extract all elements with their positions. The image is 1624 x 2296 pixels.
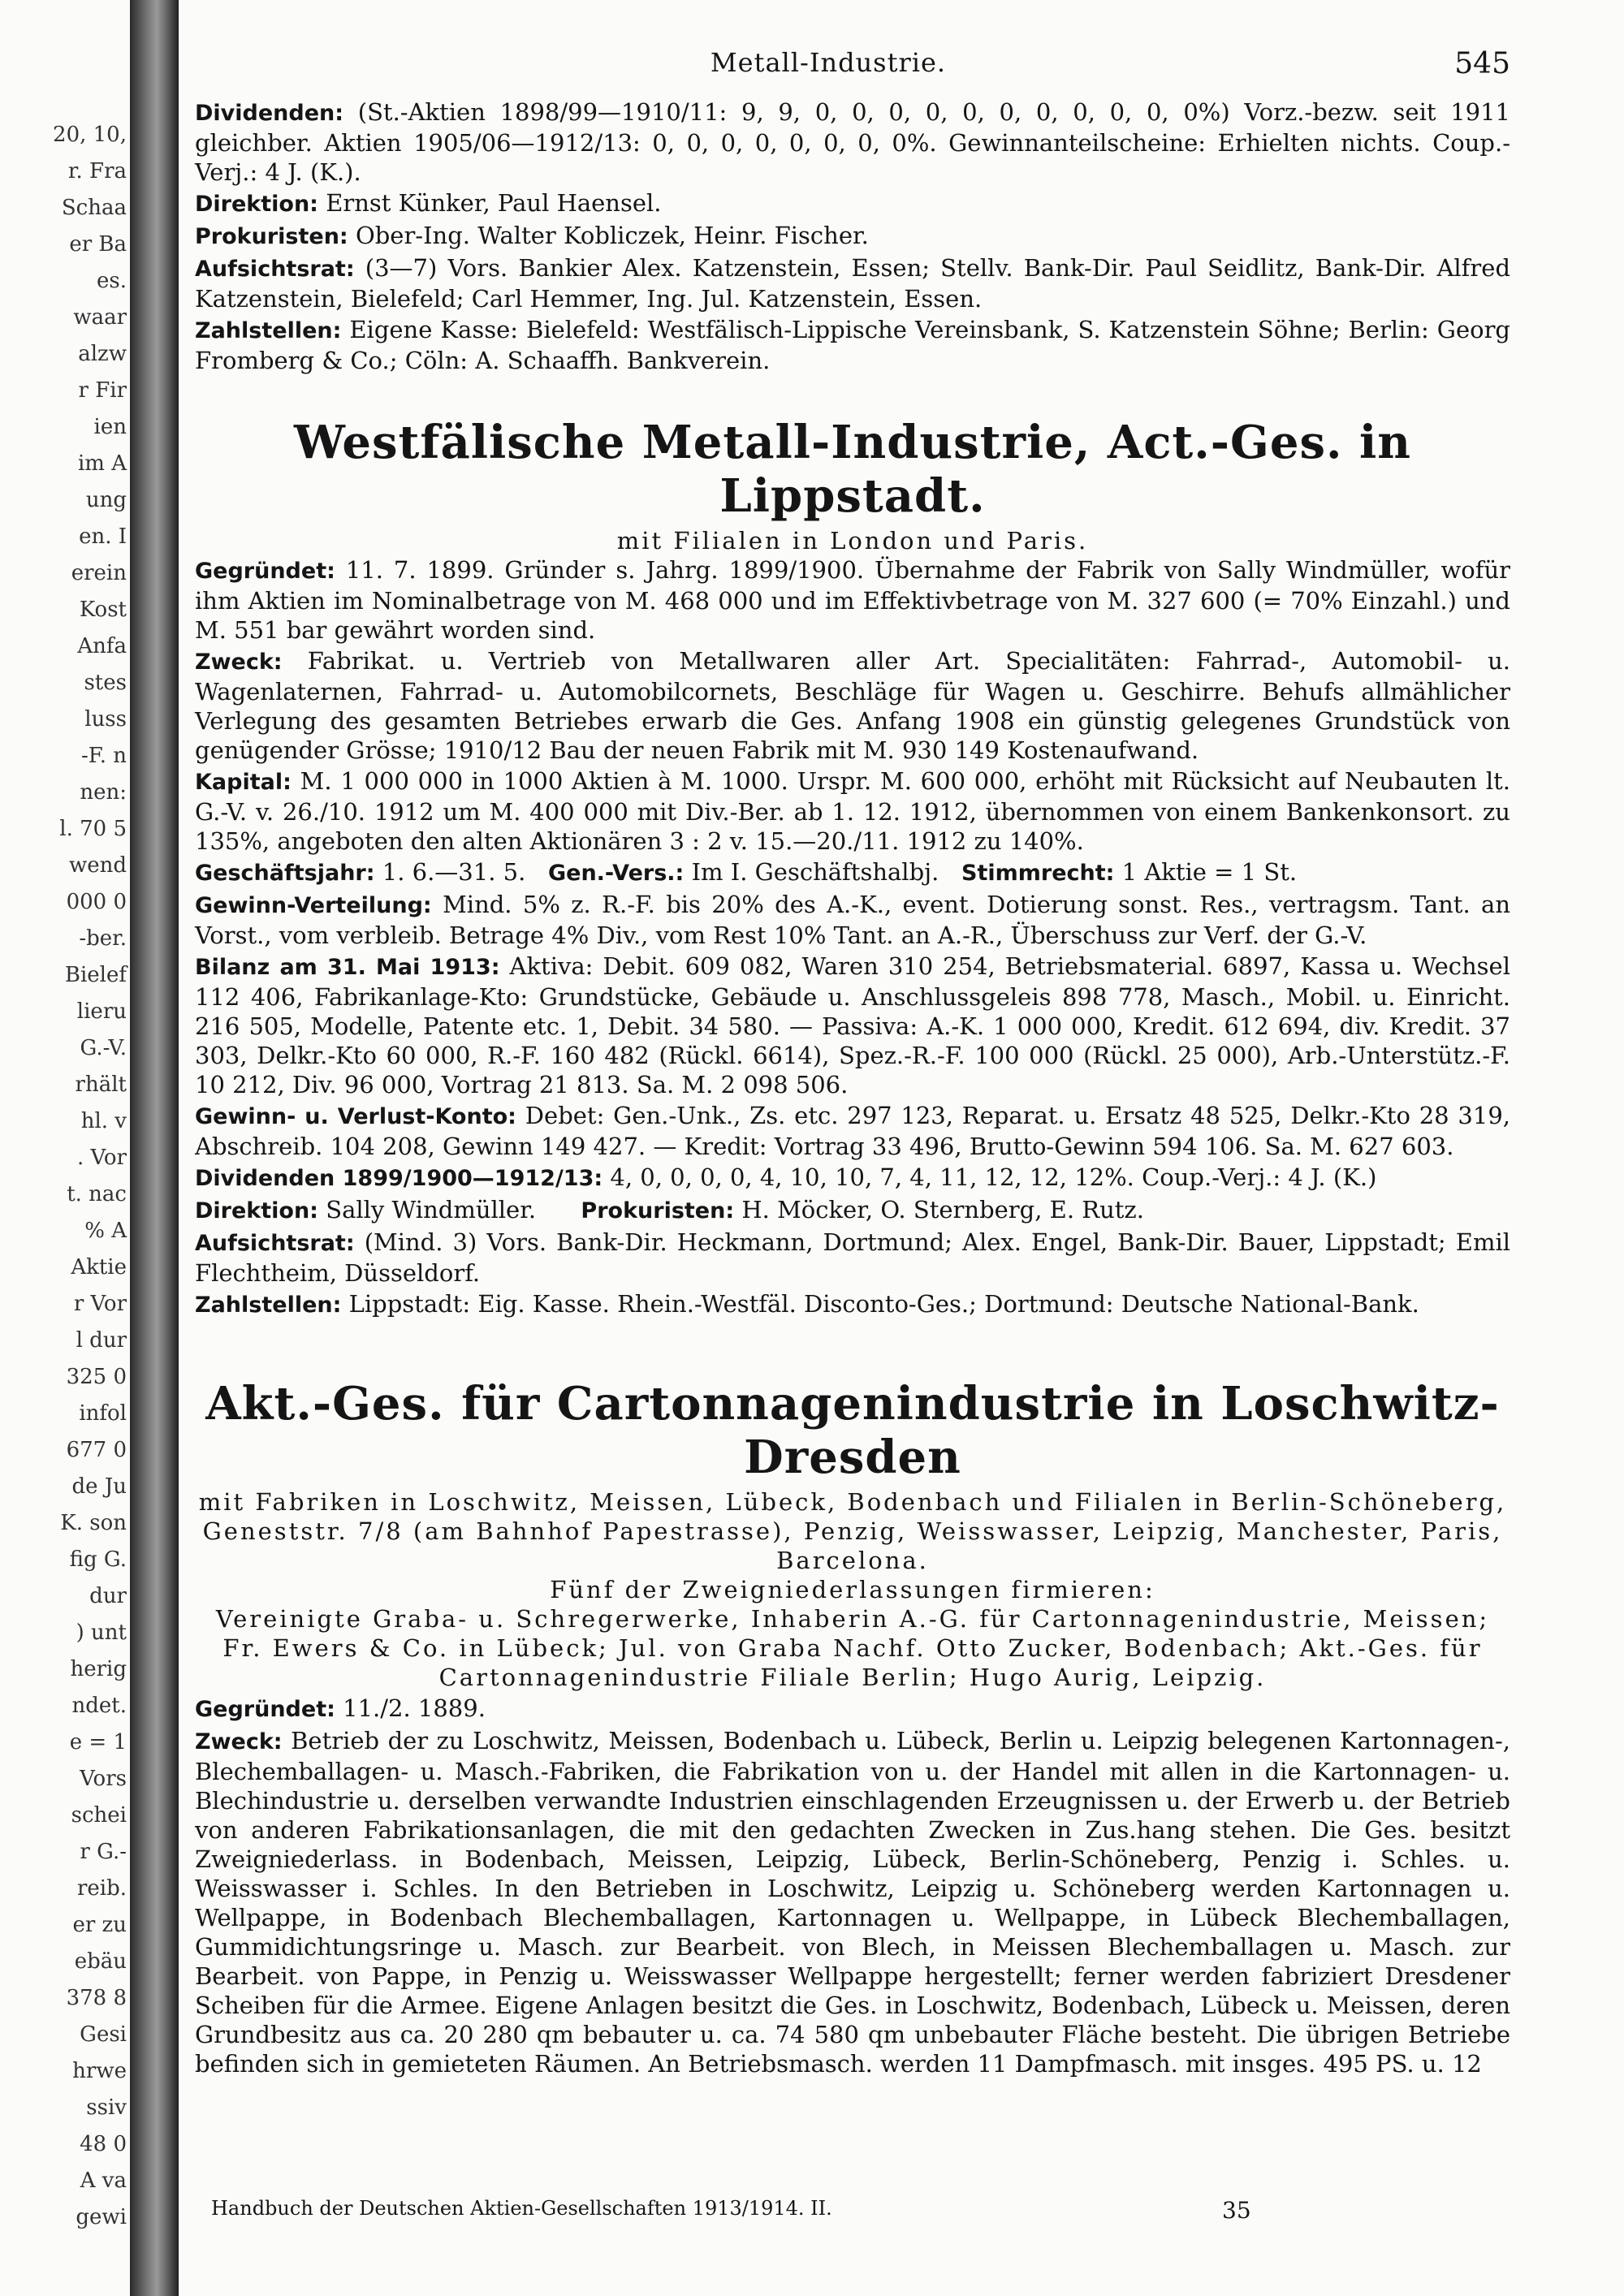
left-margin-fragment: ebäu: [74, 1949, 127, 1974]
text: (St.-Aktien 1898/99—1910/11: 9, 9, 0, 0, 0, 0, 0, 0, 0, 0, 0, 0, 0%) Vorz.-bezw. seit 1911 gleichber. Aktien 1905/06—1912/13: 0, 0, 0, 0, 0, 0, 0, 0%. Gewinnanteilscheine: Erhielten nichts. Coup.-Verj.: 4 J. (K.).: [195, 98, 1511, 186]
entry-kapital: [195, 766, 1510, 856]
left-margin-fragment: r. Fra: [67, 159, 127, 183]
left-margin-fragment: K. son: [60, 1511, 127, 1535]
prev-zahlstellen: [195, 315, 1510, 375]
text: Ernst Künker, Paul Haensel.: [326, 189, 662, 217]
left-margin-fragment: l dur: [76, 1328, 127, 1353]
entry-geschaeftsjahr: [195, 857, 1510, 888]
label: Gewinn-Verteilung:: [195, 893, 432, 918]
left-margin-fragment: de Ju: [71, 1474, 127, 1499]
company-title: Westfälische Metall-Industrie, Act.-Ges. in Lippstadt.: [294, 416, 1411, 523]
footer-imprint: Handbuch der Deutschen Aktien-Gesellschaften 1913/1914. II.: [211, 2197, 832, 2220]
entry-zahlstellen: [195, 1289, 1510, 1320]
entry-dividenden: [195, 1163, 1510, 1193]
left-margin-fragment: gewi: [76, 2205, 127, 2229]
signature-mark: 35: [1222, 2197, 1251, 2224]
left-margin-fragment: ien: [93, 415, 127, 439]
label: Gegründet:: [195, 559, 335, 584]
left-margin-fragment: -F. n: [80, 744, 127, 768]
entry-gegruendet: [195, 555, 1510, 645]
company-subtitle: mit Filialen in London und Paris.: [616, 527, 1089, 555]
left-margin-fragment: 48 0: [80, 2132, 127, 2156]
text: 1. 6.—31. 5.: [382, 858, 526, 886]
left-margin-fragment: erein: [71, 561, 127, 585]
label: Zahlstellen:: [195, 1293, 342, 1318]
left-margin-fragment: im A: [77, 451, 127, 476]
left-margin-fragment: 677 0: [66, 1438, 127, 1462]
text: (3—7) Vors. Bankier Alex. Katzenstein, Essen; Stellv. Bank-Dir. Paul Seidlitz, Bank-Dir. Alfred Katzenstein, Bielefeld; Carl Hemmer, Ing. Jul. Katzenstein, Essen.: [195, 254, 1511, 313]
left-margin-fragment: es.: [97, 269, 127, 293]
branches-text: Vereinigte Graba- u. Schregerwerke, Inhaberin A.-G. für Cartonnagenindustrie, Meissen; Fr. Ewers & Co. in Lübeck; Jul. von Graba Nachf. Otto Zucker, Bodenbach; Akt.-Ges. für Cartonnagenindustrie Filiale Berlin; Hugo Aurig, Leipzig.: [215, 1605, 1490, 1691]
left-margin-fragment: er Ba: [69, 232, 127, 257]
left-margin-fragment: 20, 10,: [53, 123, 127, 147]
entry-zweck: [195, 1726, 1510, 2078]
page-body: [195, 97, 1510, 2080]
left-margin-fragment: r G.-: [80, 1840, 127, 1864]
left-margin-fragment: Vors: [80, 1767, 127, 1791]
left-margin-fragment: stes: [84, 671, 127, 695]
left-margin-fragment: luss: [84, 707, 127, 732]
entry-guv: [195, 1101, 1510, 1161]
left-page-margin: [0, 0, 130, 2296]
entry-gewinn-verteilung: [195, 890, 1510, 950]
label: Aufsichtsrat:: [195, 1231, 355, 1256]
label: Dividenden:: [195, 101, 344, 126]
left-margin-fragment: ssiv: [86, 2095, 127, 2120]
text: 11./2. 1889.: [343, 1694, 486, 1722]
prev-aufsichtsrat: [195, 253, 1510, 313]
label: Stimmrecht:: [961, 861, 1115, 886]
text: Debet: Gen.-Unk., Zs. etc. 297 123, Reparat. u. Ersatz 48 525, Delkr.-Kto 28 319, Abschreib. 104 208, Gewinn 149 427. — Kredit: Vortrag 33 496, Brutto-Gewinn 594 106. Sa. M. 627 603.: [195, 1102, 1511, 1160]
label: Direktion:: [195, 1198, 318, 1224]
left-margin-fragment: -ber.: [79, 926, 127, 951]
left-margin-fragment: schei: [71, 1803, 127, 1828]
label: Gewinn- u. Verlust-Konto:: [195, 1104, 516, 1129]
text: Eigene Kasse: Bielefeld: Westfälisch-Lippische Vereinsbank, S. Katzenstein Söhne; Berlin: Georg Fromberg & Co.; Cöln: A. Schaaffh. Bankverein.: [195, 316, 1510, 374]
left-margin-fragment: Kost: [79, 598, 127, 622]
left-margin-fragment: ) unt: [76, 1621, 127, 1645]
left-margin-fragment: % A: [84, 1219, 127, 1243]
left-margin-fragment: 000 0: [66, 890, 127, 914]
label: Gegründet:: [195, 1697, 335, 1722]
text: 4, 0, 0, 0, 0, 4, 10, 10, 7, 4, 11, 12, 12, 12%. Coup.-Verj.: 4 J. (K.): [610, 1163, 1377, 1191]
prev-prokuristen: [195, 221, 1510, 252]
company-title: Akt.-Ges. für Cartonnagenindustrie in Loschwitz-Dresden: [205, 1377, 1500, 1484]
left-margin-fragment: fig G.: [69, 1547, 127, 1572]
label: Geschäftsjahr:: [195, 861, 375, 886]
left-margin-fragment: herig: [70, 1657, 127, 1681]
left-margin-fragment: infol: [79, 1401, 127, 1426]
left-margin-fragment: Gesi: [80, 2022, 127, 2047]
running-head: Metall-Industrie.: [710, 47, 947, 78]
left-margin-fragment: 325 0: [66, 1365, 127, 1389]
prev-dividenden: [195, 97, 1510, 187]
left-margin-fragment: A va: [80, 2169, 127, 2193]
entry-aufsichtsrat: [195, 1228, 1510, 1288]
entry-direktion: [195, 1195, 1510, 1226]
branches-heading: Fünf der Zweigniederlassungen firmieren:: [550, 1576, 1155, 1603]
text: Fabrikat. u. Vertrieb von Metallwaren aller Art. Specialitäten: Fahrrad-, Automobil- u. Wagenlaternen, Fahrrad- u. Automobilcornets, Beschläge für Wagen u. Geschirre. Behufs allmählicher Verlegung des gesamten Betriebes erwarb die Ges. Anfang 1908 ein günstig gelegenes Grundstück von genügender Grösse; 1910/12 Bau der neuen Fabrik mit M. 930 149 Kostenaufwand.: [195, 647, 1510, 764]
left-margin-fragment: rhält: [75, 1072, 127, 1097]
label: Zweck:: [195, 1729, 283, 1754]
left-margin-fragment: Schaa: [61, 196, 127, 220]
book-gutter: [130, 0, 179, 2296]
prev-direktion: [195, 188, 1510, 219]
left-margin-fragment: r Vor: [73, 1292, 127, 1316]
left-margin-fragment: Anfa: [77, 634, 127, 658]
left-margin-fragment: er zu: [72, 1913, 127, 1937]
left-margin-fragment: Bielef: [64, 963, 127, 987]
left-margin-fragment: dur: [89, 1584, 127, 1608]
left-margin-fragment: ndet.: [71, 1694, 127, 1718]
page-number: 545: [1454, 47, 1510, 80]
text: Betrieb der zu Loschwitz, Meissen, Bodenbach u. Lübeck, Berlin u. Leipzig belegenen Kartonnagen-, Blechemballagen- u. Masch.-Fabriken, die Fabrikation von u. der Handel mit allen in die Kartonnagen- u. Blechindustrie u. derselben verwandte Industrien einschlagenden Erzeugnissen u. der Erwerb u. der Betrieb von anderen Fabrikationsanlagen, die mit den gedachten Zwecken in Zus.hang stehen. Die Ges. besitzt Zweigniederlass. in Bodenbach, Meissen, Leipzig, Lübeck, Berlin-Schöneberg, Penzig i. Schles. u. Weisswasser i. Schles. In den Betrieben in Loschwitz, Leipzig u. Schöneberg werden Kartonnagen u. Wellpappe, in Bodenbach Blechemballagen, Kartonnagen u. Wellpappe, in Lübeck Blechemballagen, Gummidichtungsringe u. Masch. zur Bearbeit. von Blech, in Meissen Blechemballagen u. Masch. zur Bearbeit. von Pappe, in Penzig u. Weisswasser Wellpappe hergestellt; ferner werden fabriziert Dresdener Scheiben für die Armee. Eigene Anlagen besitzt die Ges. in Loschwitz, Bodenbach, Lübeck u. Meissen, deren Grundbesitz aus ca. 20 280 qm bebauter u. ca. 74 580 qm unbebauter Fläche besteht. Die übrigen Betriebe befinden sich in gemieteten Räumen. An Betriebsmasch. werden 11 Dampfmasch. mit insges. 495 PS. u. 12: [195, 1727, 1510, 2078]
left-margin-fragment: l. 70 5: [59, 817, 127, 841]
label: Direktion:: [195, 192, 318, 217]
left-margin-fragment: lieru: [76, 999, 127, 1024]
text: Mind. 5% z. R.-F. bis 20% des A.-K., event. Dotierung sonst. Res., vertragsm. Tant. an Vorst., vom verbleib. Betrage 4% Div., vom Rest 10% Tant. an A.-R., Überschuss zur Verf. der G.-V.: [195, 891, 1511, 949]
entry-gegruendet: [195, 1694, 1510, 1724]
label: Prokuristen:: [581, 1198, 735, 1224]
text: 11. 7. 1899. Gründer s. Jahrg. 1899/1900. Übernahme der Fabrik von Sally Windmüller, wofür ihm Aktien im Nominalbetrage von M. 468 000 und im Effektivbetrage von M. 327 600 (= 70% Einzahl.) und M. 551 bar gewährt worden sind.: [195, 556, 1510, 644]
left-margin-fragment: nen:: [80, 780, 127, 805]
text: Lippstadt: Eig. Kasse. Rhein.-Westfäl. Disconto-Ges.; Dortmund: Deutsche National-Bank.: [348, 1290, 1419, 1318]
left-margin-fragment: e = 1: [69, 1730, 127, 1754]
text: Im I. Geschäftshalbj.: [691, 858, 939, 886]
label: Gen.-Vers.:: [547, 861, 685, 886]
left-margin-fragment: t. nac: [67, 1182, 127, 1206]
label: Kapital:: [195, 770, 292, 795]
left-margin-fragment: 378 8: [66, 1986, 127, 2010]
text: Ober-Ing. Walter Kobliczek, Heinr. Fischer.: [355, 222, 869, 249]
left-margin-fragment: wend: [68, 853, 127, 878]
left-margin-fragment: waar: [73, 305, 127, 330]
text: Aktiva: Debit. 609 082, Waren 310 254, Betriebsmaterial. 6897, Kassa u. Wechsel 112 406, Fabrikanlage-Kto: Grundstücke, Gebäude u. Anschlussgeleis 898 778, Masch., Mobil. u. Einricht. 216 505, Modelle, Patente etc. 1, Debit. 34 580. — Passiva: A.-K. 1 000 000, Kredit. 612 694, div. Kredit. 37 303, Delkr.-Kto 60 000, R.-F. 160 482 (Rückl. 6614), Spez.-R.-F. 100 000 (Rückl. 25 000), Arb.-Unterstütz.-F. 10 212, Div. 96 000, Vortrag 21 813. Sa. M. 2 098 506.: [195, 952, 1510, 1098]
label: Dividenden 1899/1900—1912/13:: [195, 1166, 603, 1191]
label: Aufsichtsrat:: [195, 257, 355, 282]
left-margin-fragment: . Vor: [76, 1146, 127, 1170]
entry-bilanz: [195, 952, 1510, 1099]
company-subtitle: mit Fabriken in Loschwitz, Meissen, Lübeck, Bodenbach und Filialen in Berlin-Schöneberg, Geneststr. 7/8 (am Bahnhof Papestrasse), Penzig, Weisswasser, Leipzig, Manchester, Paris, Barcelona.: [198, 1488, 1507, 1574]
text: H. Möcker, O. Sternberg, E. Rutz.: [741, 1196, 1144, 1224]
text: 1 Aktie = 1 St.: [1121, 858, 1298, 886]
left-margin-fragment: hl. v: [80, 1109, 127, 1133]
entry-zweck: [195, 646, 1510, 765]
label: Bilanz am 31. Mai 1913:: [195, 955, 500, 980]
left-margin-fragment: reib.: [76, 1876, 127, 1901]
left-margin-fragment: G.-V.: [80, 1036, 127, 1060]
text: (Mind. 3) Vors. Bank-Dir. Heckmann, Dortmund; Alex. Engel, Bank-Dir. Bauer, Lippstadt; Emil Flechtheim, Düsseldorf.: [195, 1228, 1510, 1287]
left-margin-fragment: en. I: [79, 524, 127, 549]
left-margin-fragment: alzw: [78, 342, 127, 366]
left-margin-fragment: Aktie: [71, 1255, 127, 1280]
text: Sally Windmüller.: [326, 1196, 537, 1224]
left-margin-fragment: hrwe: [72, 2059, 127, 2083]
label: Zweck:: [195, 650, 283, 675]
label: Zahlstellen:: [195, 318, 342, 343]
label: Prokuristen:: [195, 224, 348, 249]
right-page: [179, 0, 1624, 2296]
left-margin-fragment: r Fir: [78, 378, 127, 403]
left-margin-fragment: ung: [85, 488, 127, 512]
text: M. 1 000 000 in 1000 Aktien à M. 1000. Urspr. M. 600 000, erhöht mit Rücksicht auf Neubauten lt. G.-V. v. 26./10. 1912 um M. 400 000 mit Div.-Ber. ab 1. 12. 1912, übernommen von einem Bankenkonsort. zu 135%, angeboten den alten Aktionären 3 : 2 v. 15.—20./11. 1912 zu 140%.: [195, 767, 1510, 855]
